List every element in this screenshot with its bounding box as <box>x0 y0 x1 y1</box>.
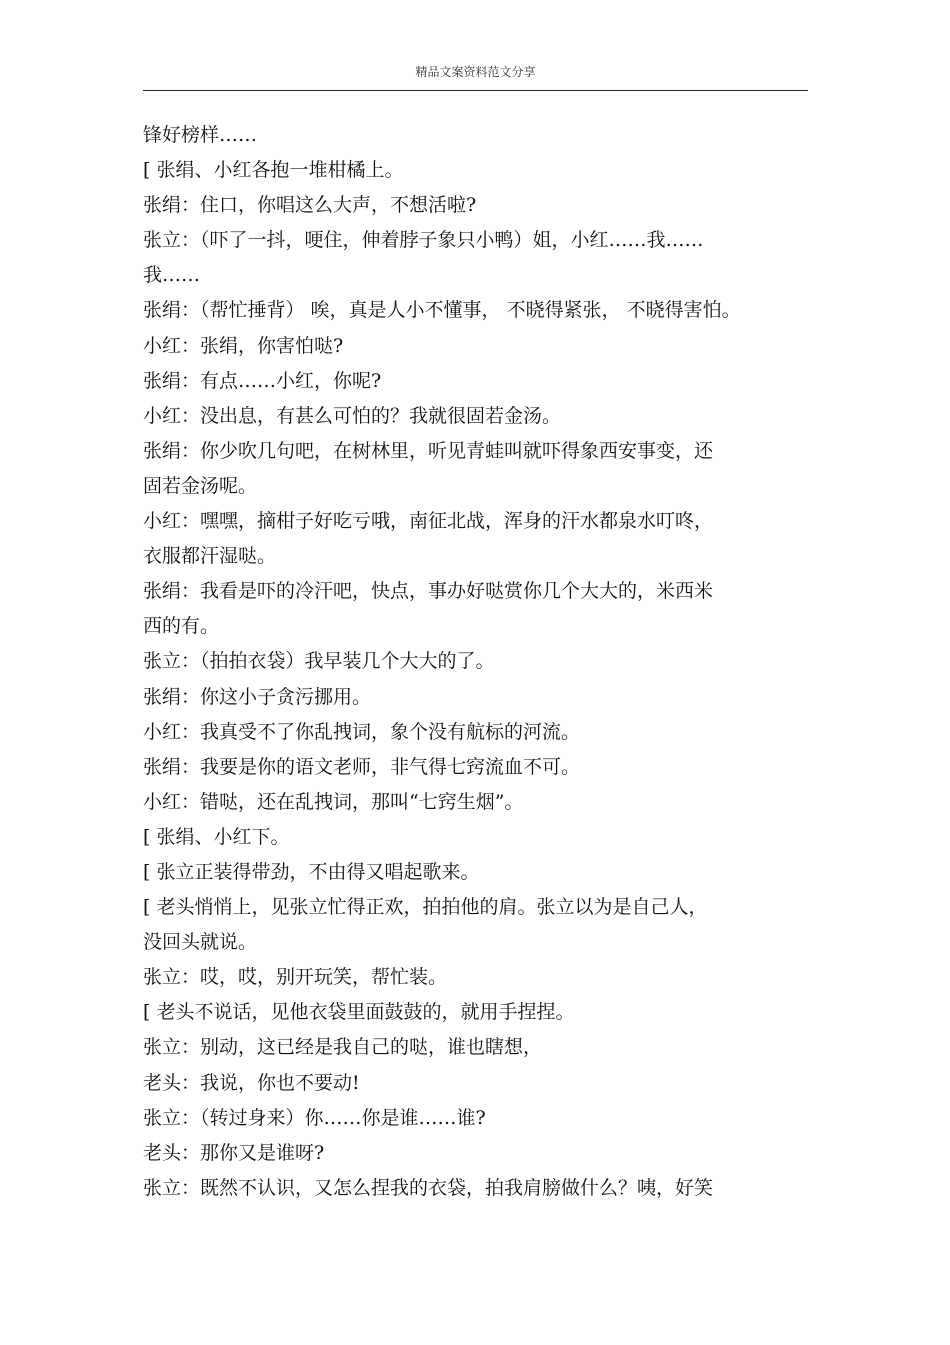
script-body <box>143 118 808 1206</box>
script-line: 老头：那你又是谁呀? <box>143 1141 325 1164</box>
script-line: 张绢：我要是你的语文老师，非气得七窍流血不可。 <box>143 755 581 778</box>
script-line: 老头：我说，你也不要动! <box>143 1071 360 1094</box>
script-line: 张立：（转过身来）你……你是谁……谁? <box>143 1106 486 1129</box>
script-line: 小红：错哒，还在乱拽词，那叫“七窍生烟”。 <box>143 790 524 813</box>
header-rule <box>143 90 808 91</box>
script-line: 小红：没出息，有甚么可怕的？我就很固若金汤。 <box>143 404 562 427</box>
script-line: 西的有。 <box>143 615 220 638</box>
script-line: 锋好榜样…… <box>143 124 258 146</box>
stage-direction: [ 老头悄悄上，见张立忙得正欢，拍拍他的肩。张立以为是自己人， <box>143 896 708 919</box>
stage-direction: [ 张绢、小红下。 <box>143 825 290 848</box>
script-line: 小红：我真受不了你乱拽词，象个没有航标的河流。 <box>143 720 581 743</box>
page-header: 精品文案资料范文分享 <box>415 65 536 79</box>
script-line: 张绢：住口，你唱这么大声，不想活啦? <box>143 194 477 217</box>
stage-direction: [ 张立正装得带劲，不由得又唱起歌来。 <box>143 860 480 883</box>
script-line: 张立：（拍拍衣袋）我早装几个大大的了。 <box>143 650 495 673</box>
script-line: 张绢：你少吹几句吧，在树林里，听见青蛙叫就吓得象西安事变，还 <box>143 439 714 462</box>
script-line: 固若金汤呢。 <box>143 474 258 497</box>
script-line: 张绢：你这小子贪污挪用。 <box>143 685 372 708</box>
script-line: 小红：张绢，你害怕哒? <box>143 334 344 357</box>
script-line: 张绢：有点……小红，你呢? <box>143 369 382 392</box>
script-line: 张立：（吓了一抖，哽住，伸着脖子象只小鸭）姐，小红……我…… <box>143 229 704 252</box>
stage-direction: [ 老头不说话，见他衣袋里面鼓鼓的，就用手捏捏。 <box>143 1001 575 1024</box>
script-line: 张绢：（帮忙捶背） 唉，真是人小不懂事， 不晓得紧张， 不晓得害怕。 <box>143 299 741 322</box>
script-line: 小红：嘿嘿，摘柑子好吃亏哦，南征北战，浑身的汗水都泉水叮咚， <box>143 510 714 533</box>
script-line: 张立：既然不认识，又怎么捏我的衣袋，拍我肩膀做什么？咦，好笑 <box>143 1176 714 1199</box>
script-line: 衣服都汗湿哒。 <box>143 545 277 568</box>
script-line: 张绢：我看是吓的冷汗吧，快点，事办好哒赏你几个大大的，米西米 <box>143 580 714 603</box>
script-line: 张立：别动，这已经是我自己的哒，谁也瞎想， <box>143 1036 543 1059</box>
stage-direction: [ 张绢、小红各抱一堆柑橘上。 <box>143 159 404 182</box>
script-line: 没回头就说。 <box>143 931 258 954</box>
script-line: 张立：哎，哎，别开玩笑，帮忙装。 <box>143 966 448 989</box>
script-line: 我…… <box>143 264 201 287</box>
